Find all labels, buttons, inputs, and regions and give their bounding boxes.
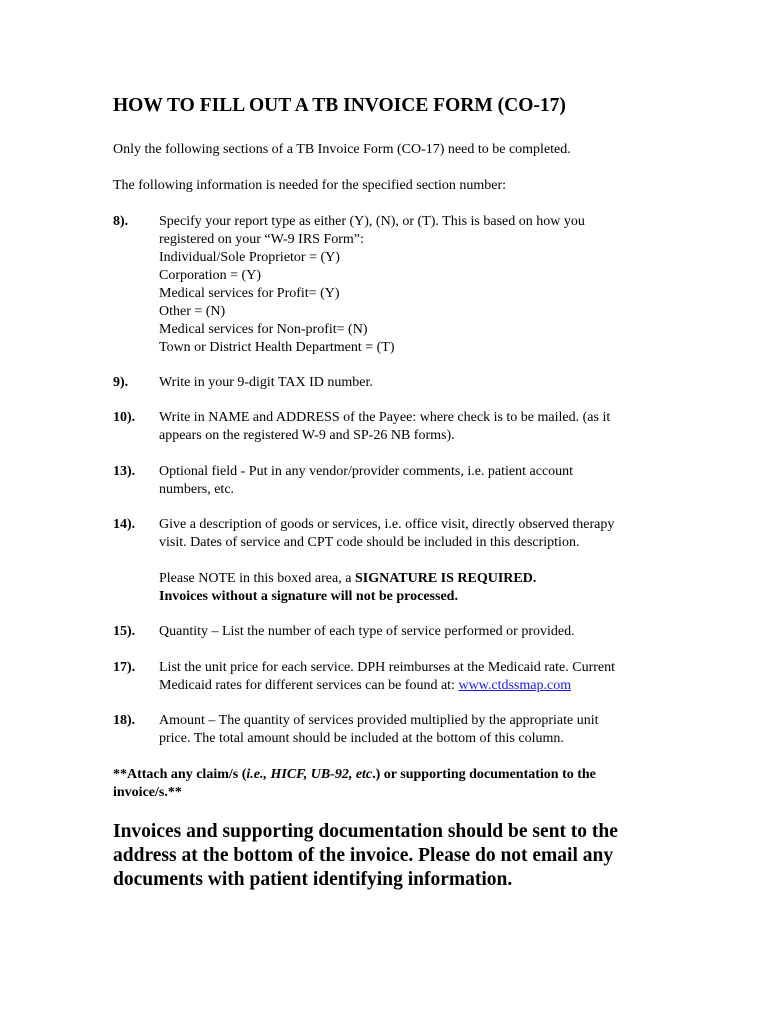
section-number: 10).: [113, 410, 136, 425]
section-line: Medical services for Profit= (Y): [159, 286, 340, 301]
final-line: address at the bottom of the invoice. Please do not email any: [113, 845, 614, 866]
section-number: 8).: [113, 214, 129, 229]
section-line: Optional field - Put in any vendor/provider comments, i.e. patient account: [159, 464, 574, 479]
section-line: Give a description of goods or services, i.e. office visit, directly observed therapy: [159, 517, 615, 532]
section-body: [159, 712, 679, 748]
signature-note-text: Please NOTE in this boxed area, a: [159, 571, 355, 586]
section-body: [159, 463, 679, 499]
section-line: Other = (N): [159, 304, 226, 319]
signature-required-text: SIGNATURE IS REQUIRED.: [354, 571, 537, 586]
intro-text: Only the following sections of a TB Invoice Form (CO-17) need to be completed.: [113, 142, 571, 157]
page-title: HOW TO FILL OUT A TB INVOICE FORM (CO-17): [113, 95, 566, 116]
section-number: 13).: [113, 464, 136, 479]
final-line: Invoices and supporting documentation should be sent to the: [113, 821, 618, 842]
section-line: Individual/Sole Proprietor = (Y): [159, 250, 340, 265]
section-line: Specify your report type as either (Y), (N), or (T). This is based on how you: [159, 214, 585, 229]
section-line: List the unit price for each service. DPH reimburses at the Medicaid rate. Current: [159, 660, 616, 675]
section-number: 18).: [113, 713, 136, 728]
attach-note: [113, 766, 673, 802]
intro-text-2: The following information is needed for the specified section number:: [113, 178, 507, 193]
signature-warning: Invoices without a signature will not be processed.: [159, 589, 458, 604]
section-line: Medical services for Non-profit= (N): [159, 322, 368, 337]
attach-prefix: **Attach any claim/s (: [113, 767, 247, 782]
section-body: [159, 409, 679, 445]
section-line: registered on your “W-9 IRS Form”:: [159, 232, 364, 247]
section-line: Quantity – List the number of each type of service performed or provided.: [159, 624, 575, 639]
section-line: price. The total amount should be included at the bottom of this column.: [159, 731, 564, 746]
final-instructions: [113, 820, 693, 892]
section-line: numbers, etc.: [159, 482, 235, 497]
section-line: Town or District Health Department = (T): [159, 340, 395, 355]
section-number: 17).: [113, 660, 136, 675]
section-line: Write in NAME and ADDRESS of the Payee: where check is to be mailed. (as it: [159, 410, 611, 425]
attach-suffix: .) or supporting documentation to the: [372, 767, 596, 782]
final-line: documents with patient identifying information.: [113, 869, 513, 890]
medicaid-rates-text: Medicaid rates for different services can be found at:: [159, 678, 459, 693]
signature-note: [159, 570, 679, 588]
attach-italic: i.e., HICF, UB-92, etc: [246, 767, 373, 782]
section-body: [159, 516, 679, 606]
section-line: Corporation = (Y): [159, 268, 261, 283]
section-body: [159, 623, 679, 641]
attach-line-2: invoice/s.**: [113, 785, 182, 800]
section-body: [159, 659, 679, 695]
section-number: 14).: [113, 517, 136, 532]
section-line: appears on the registered W-9 and SP-26 NB forms).: [159, 428, 455, 443]
section-line: [159, 677, 679, 695]
section-line: visit. Dates of service and CPT code should be included in this description.: [159, 535, 580, 550]
attach-line-1: [113, 766, 673, 784]
section-line: Write in your 9-digit TAX ID number.: [159, 375, 373, 390]
section-number: 9).: [113, 375, 129, 390]
section-line: Amount – The quantity of services provided multiplied by the appropriate unit: [159, 713, 599, 728]
section-body: [159, 374, 679, 392]
ctdssmap-link[interactable]: www.ctdssmap.com: [458, 678, 572, 693]
section-body: [159, 213, 679, 357]
section-number: 15).: [113, 624, 136, 639]
